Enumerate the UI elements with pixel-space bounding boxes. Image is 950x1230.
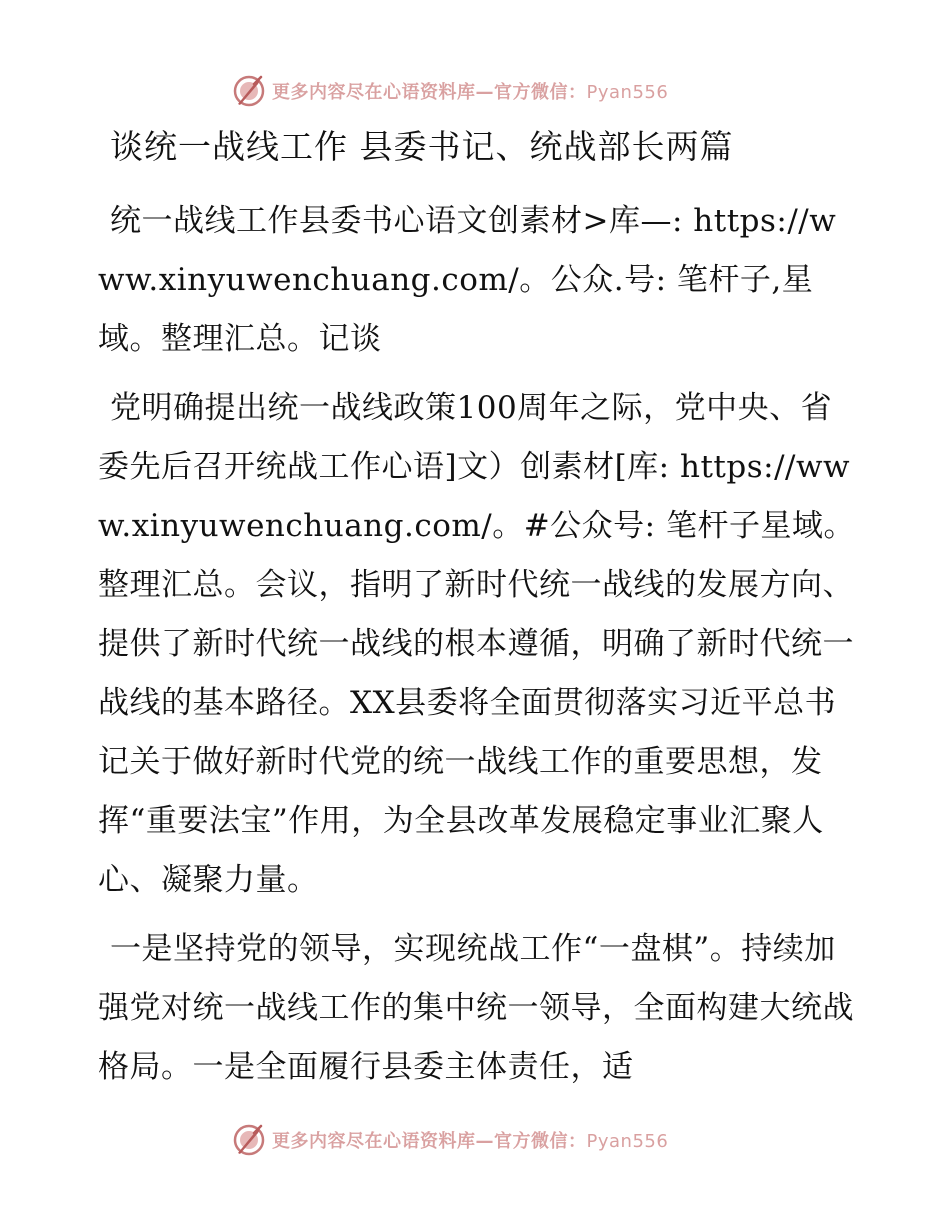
document-title: 谈统一战线工作 县委书记、统战部长两篇 [110,127,734,166]
footer-watermark [232,1121,668,1159]
document-body [98,192,858,1107]
header-watermark [232,72,668,110]
quill-pen-icon [232,74,266,108]
paragraph-2: 党明确提出统一战线政策100周年之际，党中央、省委先后召开统战工作心语]文）创素材[库: https://www.xinyuwenchuang.com/。#公众号: 笔杆子星域。整理汇总。会议，指明了新时代统一战线的发展方向、提供了新时代统一战线的根本遵循，明确了新时代统一战线的基本路径。XX县委将全面贯彻落实习近平总书记关于做好新时代党的统一战线工作的重要思想，发挥“重要法宝”作用，为全县改革发展稳定事业汇聚人心、凝聚力量。 [98,390,855,898]
quill-pen-icon [232,1123,266,1157]
paragraph-3: 一是坚持党的领导，实现统战工作“一盘棋”。持续加强党对统一战线工作的集中统一领导，全面构建大统战格局。一是全面履行县委主体责任，适 [98,931,854,1085]
watermark-text: 更多内容尽在心语资料库—官方微信：Pyan556 [272,1131,669,1152]
paragraph-1: 统一战线工作县委书心语文创素材>库—: https://www.xinyuwenchuang.com/。公众.号: 笔杆子,星域。整理汇总。记谈 [98,203,837,357]
watermark-text: 更多内容尽在心语资料库—官方微信：Pyan556 [272,82,669,103]
